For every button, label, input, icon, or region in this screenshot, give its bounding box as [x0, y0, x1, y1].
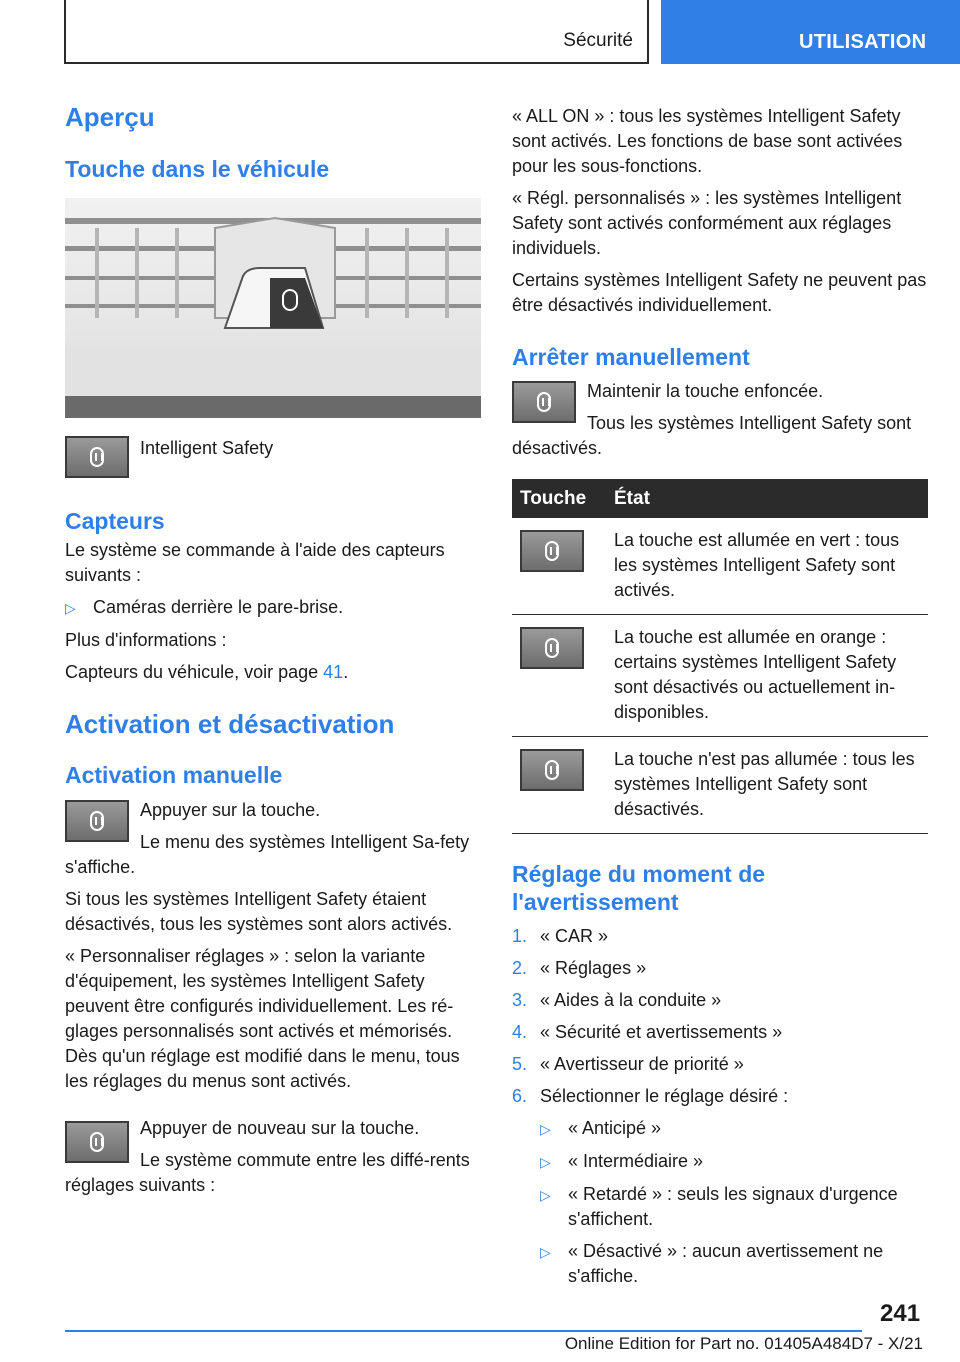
intelligent-safety-icon: [520, 749, 584, 791]
header-section: Sécurité: [563, 30, 633, 51]
intelligent-safety-icon: [65, 436, 129, 478]
list-item: ▷ « Désactivé » : aucun avertissement ne s'affiche.: [540, 1239, 928, 1289]
steps-list: [512, 924, 928, 1289]
page-link[interactable]: 41: [323, 662, 344, 682]
button-heading: Touche dans le véhicule: [65, 156, 330, 182]
stop-block: [512, 379, 928, 461]
custom-text: « Régl. personnalisés » : les systèmes Intelligent Safety sont activés conformément aux réglages individuels.: [512, 188, 902, 258]
intelligent-safety-icon: [65, 800, 129, 842]
left-column: [65, 100, 481, 1205]
stop-line-1: Maintenir la touche enfoncée.: [587, 381, 824, 401]
triangle-right-icon: ▷: [540, 1154, 551, 1170]
activation-heading: Activation et désactivation: [65, 709, 395, 739]
table-row: La touche est allumée en orange : certains systèmes Intelligent Safety sont désactivés ou actuellement in-disponibles.: [512, 615, 928, 737]
page-number: 241: [880, 1300, 921, 1327]
cannot-disable-text: Certains systèmes Intelligent Safety ne peuvent pas être désactivés individuellement.: [512, 270, 927, 315]
footer-edition: Online Edition for Part no. 01405A484D7 - X/21: [564, 1334, 923, 1353]
triangle-right-icon: ▷: [540, 1244, 551, 1260]
col-button: Touche: [512, 479, 606, 518]
list-item: 4. « Sécurité et avertissements »: [512, 1022, 783, 1042]
list-item: 5. « Avertisseur de priorité »: [512, 1054, 744, 1074]
overview-title: Aperçu: [65, 102, 155, 132]
sensors-text: Le système se commande à l'aide des capteurs suivants :: [65, 540, 445, 585]
intelligent-safety-icon: [65, 1121, 129, 1163]
options-list: [512, 1116, 928, 1289]
triangle-right-icon: ▷: [540, 1187, 551, 1203]
table-header-row: [512, 479, 928, 518]
footer-divider: [65, 1330, 862, 1332]
sensors-heading: Capteurs: [65, 508, 165, 534]
press-again-line-2: Le système commute entre les diffé-rents réglages suivants :: [65, 1150, 470, 1195]
vehicle-button-photo: [65, 198, 481, 418]
list-item: ▷ Caméras derrière le pare-brise.: [65, 595, 481, 621]
intelligent-safety-icon: [512, 381, 576, 423]
warning-timing-heading: Réglage du moment de l'avertissement: [512, 861, 766, 915]
triangle-right-icon: ▷: [65, 600, 76, 616]
stop-line-2: Tous les systèmes Intelligent Safety sont désactivés.: [512, 413, 912, 458]
table-row: La touche est allumée en vert : tous les systèmes Intelligent Safety sont activés.: [512, 518, 928, 615]
press-again-block: [65, 1116, 481, 1198]
col-state: État: [606, 479, 928, 518]
table-row: La touche n'est pas allumée : tous les systèmes Intelligent Safety sont désactivés.: [512, 737, 928, 834]
list-item: 2. « Réglages »: [512, 958, 647, 978]
press-line-1: Appuyer sur la touche.: [140, 800, 321, 820]
press-block: [65, 798, 481, 880]
list-item: 1. « CAR »: [512, 926, 609, 946]
intelligent-safety-icon: [520, 627, 584, 669]
more-info-label: Plus d'informations :: [65, 630, 227, 650]
header-section-box: [64, 0, 649, 64]
list-item: ▷ « Retardé » : seuls les signaux d'urgence s'affichent.: [540, 1182, 928, 1232]
button-caption-row: [65, 436, 481, 478]
list-item: 3. « Aides à la conduite »: [512, 990, 722, 1010]
right-column: [512, 104, 928, 1296]
stop-heading: Arrêter manuellement: [512, 344, 750, 370]
para-custom-settings: « Personnaliser réglages » : selon la variante d'équipement, les systèmes Intelligent Safety peuvent être configurés individuellement. Les ré-glages personnalisés sont activés et mémorisés. Dès qu'un réglage est modifié dans le menu, tous les réglages du menus sont activés.: [65, 946, 460, 1091]
manual-activation-heading: Activation manuelle: [65, 762, 283, 788]
header-chapter: UTILISATION: [661, 0, 960, 64]
state-table: [512, 479, 928, 834]
sensors-reference: Capteurs du véhicule, voir page 41.: [65, 662, 349, 682]
list-item: ▷ « Anticipé »: [540, 1116, 928, 1142]
all-on-text: « ALL ON » : tous les systèmes Intelligent Safety sont activés. Les fonctions de base sont activées pour les sous-fonctions.: [512, 106, 903, 176]
triangle-right-icon: ▷: [540, 1121, 551, 1137]
list-item: 6. Sélectionner le réglage désiré :: [512, 1086, 789, 1106]
press-line-2: Le menu des systèmes Intelligent Sa-fety s'affiche.: [65, 832, 470, 877]
intelligent-safety-icon: [520, 530, 584, 572]
press-again-line-1: Appuyer de nouveau sur la touche.: [140, 1118, 420, 1138]
list-item: ▷ « Intermédiaire »: [540, 1149, 928, 1175]
button-caption: Intelligent Safety: [140, 438, 274, 458]
para-all-off: Si tous les systèmes Intelligent Safety étaient désactivés, tous les systèmes sont alors activés.: [65, 889, 453, 934]
